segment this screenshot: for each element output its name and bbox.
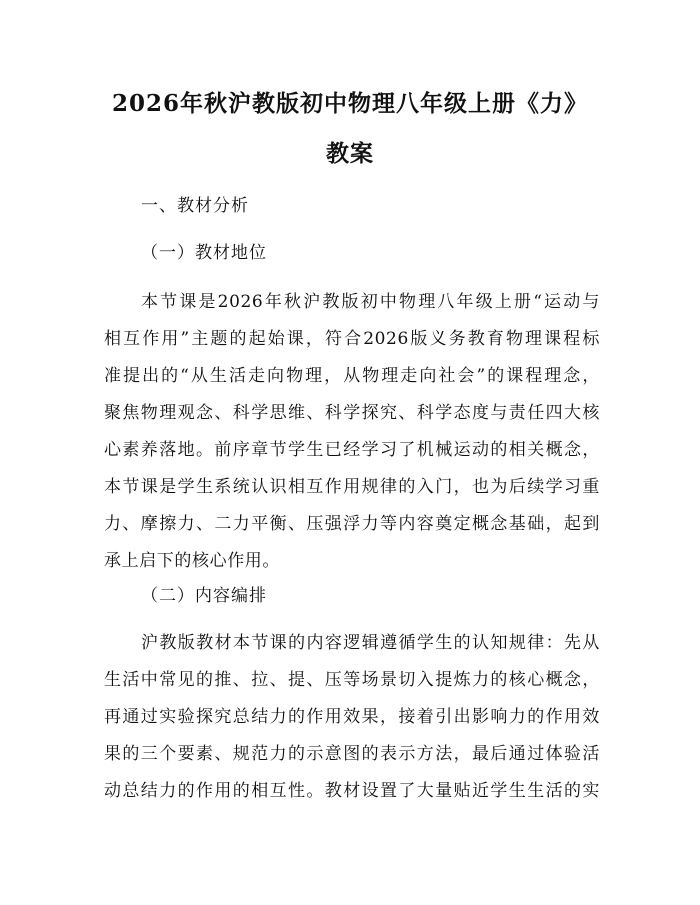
paragraph-1-line: 聚焦物理观念、科学思维、科学探究、科学态度与责任四大核 <box>104 403 600 423</box>
document-title-line-2: 教案 <box>326 140 374 167</box>
paragraph-2-line: 再通过实验探究总结力的作用效果，接着引出影响力的作用效 <box>104 707 600 727</box>
paragraph-1-line: 准提出的“从生活走向物理，从物理走向社会”的课程理念， <box>104 366 600 386</box>
paragraph-2-line: 沪教版教材本节课的内容逻辑遵循学生的认知规律：先从 <box>141 633 600 653</box>
subsection-heading-arrangement: （二）内容编排 <box>141 586 267 606</box>
document-title-line-1: 2026年秋沪教版初中物理八年级上册《力》 <box>111 90 588 117</box>
paragraph-1-line: 心素养落地。前序章节学生已经学习了机械运动的相关概念， <box>104 440 600 460</box>
subsection-heading-position: （一）教材地位 <box>141 243 267 263</box>
paragraph-1-line: 相互作用”主题的起始课，符合2026版义务教育物理课程标 <box>104 329 600 349</box>
paragraph-1-line: 本节课是2026年秋沪教版初中物理八年级上册“运动与 <box>141 292 600 312</box>
section-heading-analysis: 一、教材分析 <box>141 196 249 216</box>
paragraph-1-line: 本节课是学生系统认识相互作用规律的入门，也为后续学习重 <box>104 477 600 497</box>
paragraph-2-line: 生活中常见的推、拉、提、压等场景切入提炼力的核心概念， <box>104 670 600 690</box>
paragraph-2-line: 动总结力的作用的相互性。教材设置了大量贴近学生生活的实 <box>104 781 600 801</box>
paragraph-1-line: 力、摩擦力、二力平衡、压强浮力等内容奠定概念基础，起到 <box>104 514 600 534</box>
paragraph-2-line: 果的三个要素、规范力的示意图的表示方法，最后通过体验活 <box>104 744 600 764</box>
paragraph-1-line: 承上启下的核心作用。 <box>104 551 280 571</box>
